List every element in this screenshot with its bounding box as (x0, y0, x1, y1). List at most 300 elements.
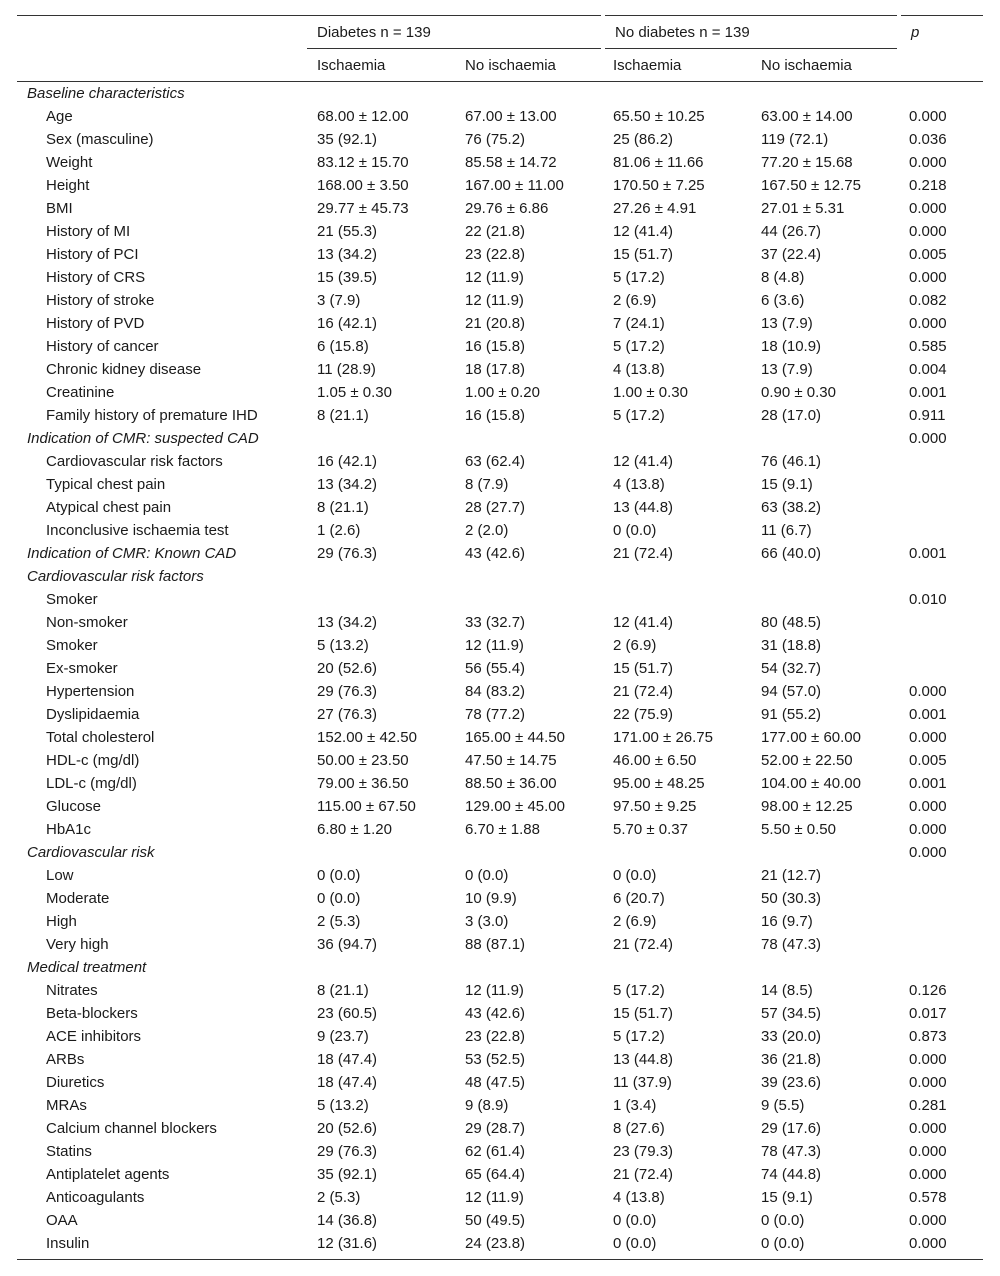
no-diabetes-ischaemia-value: 8 (27.6) (613, 1120, 665, 1137)
diabetes-no-ischaemia-value: 48 (47.5) (465, 1074, 526, 1091)
p-value (899, 565, 983, 588)
diabetes-ischaemia-value: 152.00 ± 42.50 (317, 729, 417, 746)
p-value (899, 634, 983, 657)
no-diabetes-ischaemia-value: 170.50 ± 7.25 (613, 177, 705, 194)
diabetes-ischaemia-value (307, 588, 455, 611)
no-diabetes-ischaemia-value: 2 (6.9) (613, 292, 657, 309)
diabetes-no-ischaemia-value: 21 (20.8) (465, 315, 526, 332)
table-row (17, 1002, 983, 1025)
p-value: 0.005 (909, 246, 947, 263)
diabetes-ischaemia-value: 1 (2.6) (317, 522, 361, 539)
no-diabetes-no-ischaemia-value (751, 82, 899, 106)
table-row (17, 772, 983, 795)
diabetes-no-ischaemia-value (455, 427, 603, 450)
no-diabetes-ischaemia-value: 13 (44.8) (613, 499, 674, 516)
no-diabetes-ischaemia-value: 21 (72.4) (613, 683, 674, 700)
p-value: 0.000 (909, 798, 947, 815)
row-label: Very high (46, 936, 109, 953)
diabetes-no-ischaemia-value: 88 (87.1) (465, 936, 526, 953)
no-diabetes-ischaemia-value: 15 (51.7) (613, 246, 674, 263)
row-label: MRAs (46, 1097, 87, 1114)
no-diabetes-ischaemia-value (603, 565, 751, 588)
table-row (17, 128, 983, 151)
table-row (17, 1117, 983, 1140)
section-label: Indication of CMR: suspected CAD (27, 430, 259, 447)
diabetes-ischaemia-value: 12 (31.6) (317, 1235, 378, 1252)
table-row (17, 979, 983, 1002)
row-label: Calcium channel blockers (46, 1120, 217, 1137)
diabetes-ischaemia-value: 20 (52.6) (317, 660, 378, 677)
no-diabetes-no-ischaemia-value: 0 (0.0) (761, 1235, 805, 1252)
table-row (17, 312, 983, 335)
diabetes-no-ischaemia-value: 29 (28.7) (465, 1120, 526, 1137)
header-row-subgroups (17, 49, 983, 82)
row-label: Inconclusive ischaemia test (46, 522, 229, 539)
diabetes-ischaemia-value: 1.05 ± 0.30 (317, 384, 392, 401)
row-label: ARBs (46, 1051, 85, 1068)
header-diabetes-group: Diabetes n = 139 (307, 16, 603, 49)
diabetes-ischaemia-value: 13 (34.2) (317, 476, 378, 493)
diabetes-ischaemia-value: 0 (0.0) (317, 890, 361, 907)
diabetes-ischaemia-value: 29 (76.3) (317, 1143, 378, 1160)
no-diabetes-ischaemia-value: 171.00 ± 26.75 (613, 729, 713, 746)
p-value: 0.010 (909, 591, 947, 608)
p-value: 0.001 (909, 706, 947, 723)
diabetes-no-ischaemia-value: 28 (27.7) (465, 499, 526, 516)
diabetes-ischaemia-value: 5 (13.2) (317, 637, 369, 654)
diabetes-no-ischaemia-value: 12 (11.9) (465, 292, 524, 309)
diabetes-ischaemia-value: 79.00 ± 36.50 (317, 775, 409, 792)
diabetes-ischaemia-value: 13 (34.2) (317, 614, 378, 631)
table-row (17, 657, 983, 680)
table-row (17, 933, 983, 956)
p-value: 0.000 (909, 430, 947, 447)
no-diabetes-no-ischaemia-value (751, 841, 899, 864)
no-diabetes-no-ischaemia-value: 66 (40.0) (761, 545, 822, 562)
diabetes-ischaemia-value: 14 (36.8) (317, 1212, 378, 1229)
diabetes-ischaemia-value: 6.80 ± 1.20 (317, 821, 392, 838)
no-diabetes-no-ischaemia-value: 33 (20.0) (761, 1028, 822, 1045)
no-diabetes-ischaemia-value: 13 (44.8) (613, 1051, 674, 1068)
no-diabetes-ischaemia-value: 5 (17.2) (613, 407, 665, 424)
row-label: Statins (46, 1143, 92, 1160)
no-diabetes-ischaemia-value: 12 (41.4) (613, 223, 674, 240)
diabetes-no-ischaemia-value: 3 (3.0) (465, 913, 509, 930)
diabetes-no-ischaemia-value: 16 (15.8) (465, 407, 526, 424)
diabetes-ischaemia-value: 9 (23.7) (317, 1028, 369, 1045)
no-diabetes-ischaemia-value: 22 (75.9) (613, 706, 674, 723)
no-diabetes-ischaemia-value: 5 (17.2) (613, 338, 665, 355)
row-label: Dyslipidaemia (46, 706, 140, 723)
p-value (899, 887, 983, 910)
table-row (17, 795, 983, 818)
p-value: 0.005 (909, 752, 947, 769)
no-diabetes-ischaemia-value: 4 (13.8) (613, 361, 665, 378)
diabetes-ischaemia-value: 29 (76.3) (317, 683, 378, 700)
diabetes-no-ischaemia-value: 129.00 ± 45.00 (465, 798, 565, 815)
no-diabetes-ischaemia-value: 25 (86.2) (613, 131, 674, 148)
table-header (17, 16, 983, 82)
no-diabetes-no-ischaemia-value: 39 (23.6) (761, 1074, 822, 1091)
p-value: 0.000 (909, 154, 947, 171)
no-diabetes-ischaemia-value (603, 427, 751, 450)
table-row (17, 266, 983, 289)
no-diabetes-no-ischaemia-value: 44 (26.7) (761, 223, 822, 240)
header-diabetes-no-ischaemia: No ischaemia (465, 56, 556, 74)
diabetes-ischaemia-value: 18 (47.4) (317, 1074, 378, 1091)
row-label: History of stroke (46, 292, 155, 309)
p-value: 0.000 (909, 1235, 947, 1252)
diabetes-ischaemia-value: 35 (92.1) (317, 131, 378, 148)
table-row (17, 197, 983, 220)
diabetes-no-ischaemia-value: 12 (11.9) (465, 269, 524, 286)
diabetes-ischaemia-value (307, 82, 455, 106)
row-label: Glucose (46, 798, 102, 815)
no-diabetes-ischaemia-value: 1.00 ± 0.30 (613, 384, 688, 401)
header-empty-cell (17, 49, 307, 82)
p-value: 0.036 (909, 131, 947, 148)
table-row (17, 1140, 983, 1163)
no-diabetes-no-ischaemia-value: 74 (44.8) (761, 1166, 822, 1183)
table-row (17, 1209, 983, 1232)
p-value (899, 473, 983, 496)
row-label: Smoker (46, 591, 98, 608)
no-diabetes-ischaemia-value: 5 (17.2) (613, 1028, 665, 1045)
no-diabetes-ischaemia-value: 21 (72.4) (613, 1166, 674, 1183)
p-value (899, 956, 983, 979)
p-value (899, 82, 983, 106)
no-diabetes-no-ischaemia-value: 0 (0.0) (761, 1212, 805, 1229)
diabetes-ischaemia-value: 35 (92.1) (317, 1166, 378, 1183)
row-label: History of MI (46, 223, 131, 240)
diabetes-no-ischaemia-value: 47.50 ± 14.75 (465, 752, 557, 769)
no-diabetes-ischaemia-value: 7 (24.1) (613, 315, 665, 332)
row-label: Hypertension (46, 683, 135, 700)
p-value (899, 496, 983, 519)
no-diabetes-ischaemia-value (603, 841, 751, 864)
row-label: OAA (46, 1212, 78, 1229)
table-row (17, 1186, 983, 1209)
diabetes-no-ischaemia-value: 88.50 ± 36.00 (465, 775, 557, 792)
p-value: 0.578 (909, 1189, 947, 1206)
no-diabetes-ischaemia-value: 27.26 ± 4.91 (613, 200, 697, 217)
row-label: Atypical chest pain (46, 499, 172, 516)
table-row (17, 1232, 983, 1260)
table-body (17, 82, 983, 1260)
table-row (17, 174, 983, 197)
diabetes-ischaemia-value: 115.00 ± 67.50 (317, 798, 416, 815)
table-row (17, 726, 983, 749)
section-row (17, 427, 983, 450)
diabetes-no-ischaemia-value: 50 (49.5) (465, 1212, 526, 1229)
row-label: HDL-c (mg/dl) (46, 752, 140, 769)
diabetes-ischaemia-value: 21 (55.3) (317, 223, 378, 240)
no-diabetes-ischaemia-value: 21 (72.4) (613, 936, 674, 953)
table-row (17, 243, 983, 266)
no-diabetes-no-ischaemia-value: 31 (18.8) (761, 637, 822, 654)
no-diabetes-no-ischaemia-value: 119 (72.1) (761, 131, 829, 148)
p-value: 0.001 (909, 775, 947, 792)
diabetes-no-ischaemia-value: 85.58 ± 14.72 (465, 154, 557, 171)
diabetes-ischaemia-value: 2 (5.3) (317, 1189, 361, 1206)
row-label: Moderate (46, 890, 110, 907)
no-diabetes-no-ischaemia-value: 21 (12.7) (761, 867, 822, 884)
no-diabetes-ischaemia-value: 2 (6.9) (613, 913, 657, 930)
p-value: 0.585 (909, 338, 947, 355)
diabetes-ischaemia-value: 8 (21.1) (317, 407, 369, 424)
p-value (899, 657, 983, 680)
p-value: 0.873 (909, 1028, 947, 1045)
no-diabetes-ischaemia-value: 6 (20.7) (613, 890, 665, 907)
table-row (17, 358, 983, 381)
p-value: 0.126 (909, 982, 947, 999)
no-diabetes-no-ischaemia-value (751, 427, 899, 450)
table-row (17, 1163, 983, 1186)
no-diabetes-no-ischaemia-value: 77.20 ± 15.68 (761, 154, 853, 171)
no-diabetes-ischaemia-value: 4 (13.8) (613, 1189, 665, 1206)
row-label: Antiplatelet agents (46, 1166, 170, 1183)
diabetes-no-ischaemia-value (455, 82, 603, 106)
no-diabetes-no-ischaemia-value: 14 (8.5) (761, 982, 813, 999)
row-label: ACE inhibitors (46, 1028, 142, 1045)
no-diabetes-no-ischaemia-value: 5.50 ± 0.50 (761, 821, 836, 838)
p-value: 0.218 (909, 177, 947, 194)
diabetes-ischaemia-value: 8 (21.1) (317, 982, 369, 999)
no-diabetes-no-ischaemia-value: 16 (9.7) (761, 913, 813, 930)
diabetes-no-ischaemia-value: 12 (11.9) (465, 1189, 524, 1206)
table-row (17, 381, 983, 404)
diabetes-no-ischaemia-value (455, 588, 603, 611)
no-diabetes-no-ischaemia-value: 0.90 ± 0.30 (761, 384, 836, 401)
diabetes-ischaemia-value: 29 (76.3) (317, 545, 378, 562)
row-label: Sex (masculine) (46, 131, 154, 148)
p-value: 0.000 (909, 844, 947, 861)
row-label: Ex-smoker (46, 660, 118, 677)
header-row-groups (17, 16, 983, 49)
p-value: 0.000 (909, 1212, 947, 1229)
no-diabetes-no-ischaemia-value: 36 (21.8) (761, 1051, 822, 1068)
diabetes-no-ischaemia-value: 8 (7.9) (465, 476, 509, 493)
diabetes-ischaemia-value: 68.00 ± 12.00 (317, 108, 409, 125)
diabetes-ischaemia-value: 5 (13.2) (317, 1097, 369, 1114)
no-diabetes-no-ischaemia-value: 28 (17.0) (761, 407, 822, 424)
p-value (899, 611, 983, 634)
section-label: Cardiovascular risk (27, 844, 155, 861)
table-row (17, 749, 983, 772)
no-diabetes-ischaemia-value: 15 (51.7) (613, 660, 674, 677)
row-label: Non-smoker (46, 614, 128, 631)
p-value: 0.000 (909, 821, 947, 838)
row-label: Age (46, 108, 73, 125)
diabetes-no-ischaemia-value: 6.70 ± 1.88 (465, 821, 540, 838)
diabetes-no-ischaemia-value: 84 (83.2) (465, 683, 526, 700)
no-diabetes-no-ischaemia-value: 6 (3.6) (761, 292, 805, 309)
diabetes-ischaemia-value: 3 (7.9) (317, 292, 361, 309)
diabetes-no-ischaemia-value: 67.00 ± 13.00 (465, 108, 557, 125)
no-diabetes-ischaemia-value: 65.50 ± 10.25 (613, 108, 705, 125)
no-diabetes-ischaemia-value: 0 (0.0) (613, 1235, 657, 1252)
row-label: Anticoagulants (46, 1189, 145, 1206)
p-value: 0.000 (909, 683, 947, 700)
p-value: 0.000 (909, 1051, 947, 1068)
header-no-diabetes-ischaemia: Ischaemia (613, 56, 682, 74)
diabetes-ischaemia-value: 20 (52.6) (317, 1120, 378, 1137)
diabetes-ischaemia-value: 2 (5.3) (317, 913, 361, 930)
diabetes-ischaemia-value: 168.00 ± 3.50 (317, 177, 409, 194)
no-diabetes-ischaemia-value: 2 (6.9) (613, 637, 657, 654)
header-no-diabetes-no-ischaemia: No ischaemia (761, 56, 852, 74)
section-label: Medical treatment (27, 959, 147, 976)
p-value: 0.001 (909, 384, 947, 401)
header-no-diabetes-group: No diabetes n = 139 (603, 16, 899, 49)
diabetes-no-ischaemia-value: 24 (23.8) (465, 1235, 526, 1252)
header-diabetes-ischaemia: Ischaemia (317, 56, 386, 74)
no-diabetes-no-ischaemia-value: 8 (4.8) (761, 269, 805, 286)
p-value: 0.911 (909, 407, 946, 424)
p-value: 0.082 (909, 292, 947, 309)
p-value: 0.004 (909, 361, 947, 378)
diabetes-no-ischaemia-value: 12 (11.9) (465, 982, 524, 999)
no-diabetes-ischaemia-value: 1 (3.4) (613, 1097, 657, 1114)
diabetes-ischaemia-value: 36 (94.7) (317, 936, 378, 953)
row-label: High (46, 913, 77, 930)
diabetes-ischaemia-value: 27 (76.3) (317, 706, 378, 723)
section-row (17, 841, 983, 864)
row-label: Diuretics (46, 1074, 105, 1091)
diabetes-ischaemia-value: 23 (60.5) (317, 1005, 378, 1022)
row-label: Low (46, 867, 74, 884)
no-diabetes-no-ischaemia-value (751, 956, 899, 979)
table-row (17, 289, 983, 312)
section-row (17, 82, 983, 106)
table-row (17, 519, 983, 542)
no-diabetes-no-ischaemia-value: 9 (5.5) (761, 1097, 805, 1114)
table-row (17, 818, 983, 841)
row-label: Smoker (46, 637, 98, 654)
row-label: HbA1c (46, 821, 92, 838)
diabetes-ischaemia-value: 50.00 ± 23.50 (317, 752, 409, 769)
no-diabetes-no-ischaemia-value: 177.00 ± 60.00 (761, 729, 861, 746)
diabetes-no-ischaemia-value: 63 (62.4) (465, 453, 526, 470)
row-label: Insulin (46, 1235, 90, 1252)
diabetes-ischaemia-value: 16 (42.1) (317, 315, 378, 332)
p-value: 0.000 (909, 269, 947, 286)
diabetes-no-ischaemia-value: 165.00 ± 44.50 (465, 729, 565, 746)
diabetes-no-ischaemia-value: 22 (21.8) (465, 223, 526, 240)
p-value: 0.000 (909, 200, 947, 217)
p-value: 0.000 (909, 223, 947, 240)
diabetes-no-ischaemia-value: 2 (2.0) (465, 522, 509, 539)
no-diabetes-ischaemia-value (603, 588, 751, 611)
diabetes-no-ischaemia-value: 76 (75.2) (465, 131, 526, 148)
diabetes-no-ischaemia-value: 167.00 ± 11.00 (465, 177, 564, 194)
no-diabetes-no-ischaemia-value: 76 (46.1) (761, 453, 822, 470)
no-diabetes-no-ischaemia-value: 98.00 ± 12.25 (761, 798, 853, 815)
diabetes-ischaemia-value: 29.77 ± 45.73 (317, 200, 409, 217)
diabetes-no-ischaemia-value: 9 (8.9) (465, 1097, 509, 1114)
p-value: 0.281 (909, 1097, 947, 1114)
diabetes-no-ischaemia-value: 16 (15.8) (465, 338, 526, 355)
table-row (17, 1048, 983, 1071)
row-label: Height (46, 177, 90, 194)
table-row (17, 496, 983, 519)
p-value (899, 910, 983, 933)
no-diabetes-no-ischaemia-value: 63.00 ± 14.00 (761, 108, 853, 125)
row-label: History of cancer (46, 338, 159, 355)
section-row (17, 565, 983, 588)
row-label: Creatinine (46, 384, 115, 401)
diabetes-no-ischaemia-value: 1.00 ± 0.20 (465, 384, 540, 401)
section-row (17, 956, 983, 979)
no-diabetes-no-ischaemia-value (751, 565, 899, 588)
diabetes-no-ischaemia-value: 33 (32.7) (465, 614, 526, 631)
no-diabetes-no-ischaemia-value: 91 (55.2) (761, 706, 822, 723)
no-diabetes-ischaemia-value: 97.50 ± 9.25 (613, 798, 697, 815)
no-diabetes-no-ischaemia-value: 167.50 ± 12.75 (761, 177, 861, 194)
no-diabetes-no-ischaemia-value: 13 (7.9) (761, 315, 813, 332)
header-empty-cell (899, 49, 983, 82)
row-label: History of CRS (46, 269, 146, 286)
no-diabetes-ischaemia-value: 15 (51.7) (613, 1005, 674, 1022)
diabetes-ischaemia-value: 16 (42.1) (317, 453, 378, 470)
table-row (17, 335, 983, 358)
diabetes-no-ischaemia-value: 10 (9.9) (465, 890, 517, 907)
no-diabetes-no-ischaemia-value: 78 (47.3) (761, 1143, 822, 1160)
p-value: 0.017 (909, 1005, 947, 1022)
diabetes-ischaemia-value (307, 565, 455, 588)
baseline-table (17, 15, 983, 1260)
p-value: 0.000 (909, 1143, 947, 1160)
no-diabetes-no-ischaemia-value: 54 (32.7) (761, 660, 822, 677)
no-diabetes-no-ischaemia-value (751, 588, 899, 611)
row-label: LDL-c (mg/dl) (46, 775, 137, 792)
row-label: Chronic kidney disease (46, 361, 202, 378)
diabetes-ischaemia-value: 18 (47.4) (317, 1051, 378, 1068)
no-diabetes-no-ischaemia-value: 52.00 ± 22.50 (761, 752, 853, 769)
table-row (17, 887, 983, 910)
diabetes-ischaemia-value: 6 (15.8) (317, 338, 369, 355)
no-diabetes-ischaemia-value: 5 (17.2) (613, 269, 665, 286)
no-diabetes-ischaemia-value: 46.00 ± 6.50 (613, 752, 697, 769)
row-label: Beta-blockers (46, 1005, 138, 1022)
table-row (17, 680, 983, 703)
row-label: Total cholesterol (46, 729, 155, 746)
table-row (17, 611, 983, 634)
diabetes-no-ischaemia-value: 18 (17.8) (465, 361, 526, 378)
diabetes-ischaemia-value: 15 (39.5) (317, 269, 378, 286)
section-label: Indication of CMR: Known CAD (27, 545, 237, 562)
table-row (17, 1094, 983, 1117)
diabetes-no-ischaemia-value: 78 (77.2) (465, 706, 526, 723)
no-diabetes-no-ischaemia-value: 57 (34.5) (761, 1005, 822, 1022)
table-row (17, 220, 983, 243)
no-diabetes-no-ischaemia-value: 15 (9.1) (761, 1189, 813, 1206)
diabetes-no-ischaemia-value (455, 565, 603, 588)
diabetes-no-ischaemia-value: 23 (22.8) (465, 1028, 526, 1045)
diabetes-no-ischaemia-value: 62 (61.4) (465, 1143, 526, 1160)
p-value (899, 864, 983, 887)
table-row (17, 450, 983, 473)
no-diabetes-ischaemia-value: 12 (41.4) (613, 614, 674, 631)
diabetes-no-ischaemia-value: 53 (52.5) (465, 1051, 526, 1068)
no-diabetes-ischaemia-value: 21 (72.4) (613, 545, 674, 562)
diabetes-no-ischaemia-value: 0 (0.0) (465, 867, 509, 884)
row-label: Nitrates (46, 982, 98, 999)
table-row (17, 634, 983, 657)
table-row (17, 910, 983, 933)
no-diabetes-ischaemia-value: 4 (13.8) (613, 476, 665, 493)
no-diabetes-no-ischaemia-value: 80 (48.5) (761, 614, 822, 631)
